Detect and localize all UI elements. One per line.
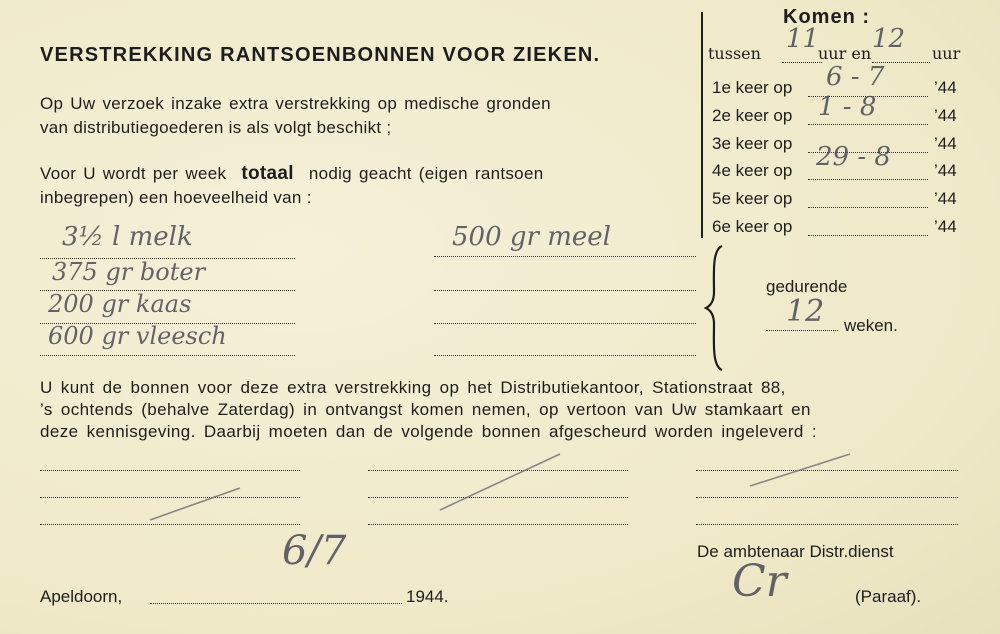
komen-row-4-year: ’44: [934, 161, 957, 180]
komen-uur-en-label: uur en: [818, 44, 872, 63]
date-line: [150, 603, 402, 604]
komen-row-1-year: ’44: [934, 78, 957, 97]
komen-row-2-date: 1 - 8: [818, 92, 877, 122]
komen-row-1-date: 6 - 7: [826, 62, 885, 92]
komen-row-4-label: 4e keer op: [712, 161, 793, 180]
komen-row-3-label: 3e keer op: [712, 134, 793, 153]
item-right-line-2: [434, 290, 696, 291]
komen-row-5-line: [808, 207, 928, 208]
komen-row-6-label: 6e keer op: [712, 217, 793, 236]
intro-line-1: Op Uw verzoek inzake extra verstrekking op medische gronden: [40, 94, 551, 113]
notice-line-2: ’s ochtends (behalve Zaterdag) in ontvangst komen nemen, op vertoon van Uw stamkaart en: [40, 400, 811, 419]
pencil-strike-1: [150, 488, 240, 520]
komen-uur-label: uur: [932, 44, 961, 63]
komen-divider: [701, 12, 703, 238]
pencil-strike-marks: [0, 440, 1000, 540]
pencil-strike-3: [750, 454, 850, 486]
komen-row-1-label: 1e keer op: [712, 78, 793, 97]
notice-paragraph: [40, 377, 970, 443]
komen-row-2-line: [808, 124, 928, 125]
item-right-handwritten-1: 500 gr meel: [452, 222, 611, 252]
komen-row-4-date: 29 - 8: [816, 142, 891, 172]
signed-date: 6/7: [282, 528, 347, 574]
intro-paragraph: [40, 92, 680, 140]
document-title: VERSTREKKING RANTSOENBONNEN VOOR ZIEKEN.: [40, 44, 601, 66]
weekly-bold-totaal: totaal: [241, 163, 294, 184]
to-hour-value: 12: [872, 24, 906, 54]
komen-row-3-year: ’44: [934, 134, 957, 153]
official-label: De ambtenaar Distr.dienst: [697, 542, 894, 561]
weekly-line-1-pre: Voor U wordt per week: [40, 164, 227, 183]
komen-title: Komen :: [783, 6, 870, 28]
paraaf-label: (Paraaf).: [855, 587, 922, 606]
weken-label: weken.: [844, 316, 898, 335]
item-handwritten-4: 600 gr vleesch: [48, 322, 227, 350]
item-handwritten-2: 375 gr boter: [52, 258, 206, 286]
item-handwritten-3: 200 gr kaas: [48, 290, 192, 318]
pencil-strike-2: [440, 454, 560, 510]
weeks-value: 12: [786, 294, 825, 329]
notice-line-3: deze kennisgeving. Daarbij moeten dan de volgende bonnen afgescheurd worden ingeleverd :: [40, 422, 818, 441]
year-label: 1944.: [406, 587, 449, 606]
place-label: Apeldoorn,: [40, 587, 123, 606]
notice-line-1: U kunt de bonnen voor deze extra verstrekking op het Distributiekantoor, Stationstraat 88,: [40, 378, 786, 397]
from-hour-value: 11: [786, 24, 820, 54]
weeks-line: [766, 330, 838, 331]
item-right-line-1: [434, 256, 696, 257]
curly-brace-icon: [704, 244, 730, 372]
komen-row-6-year: ’44: [934, 217, 957, 236]
komen-row-5-year: ’44: [934, 189, 957, 208]
gedurende-label: gedurende: [766, 277, 848, 296]
weekly-line-1-post: nodig geacht (eigen rantsoen: [308, 164, 544, 183]
komen-tussen-label: tussen: [708, 44, 761, 63]
item-right-line-4: [434, 355, 696, 356]
komen-row-2-label: 2e keer op: [712, 106, 793, 125]
from-hour-line: [782, 62, 822, 63]
item-handwritten-1: 3½ l melk: [62, 222, 193, 252]
weekly-paragraph: [40, 162, 680, 210]
intro-line-2: van distributiegoederen is als volgt beschikt ;: [40, 118, 392, 137]
komen-row-6-line: [808, 235, 928, 236]
komen-row-5-label: 5e keer op: [712, 189, 793, 208]
komen-row-4-line: [808, 179, 928, 180]
weekly-line-1: [40, 162, 680, 186]
item-right-line-3: [434, 323, 696, 324]
weekly-line-2: inbegrepen) een hoeveelheid van :: [40, 188, 312, 207]
initials-signature: Cr: [732, 556, 787, 607]
komen-row-2-year: ’44: [934, 106, 957, 125]
item-line-4: [40, 355, 295, 356]
